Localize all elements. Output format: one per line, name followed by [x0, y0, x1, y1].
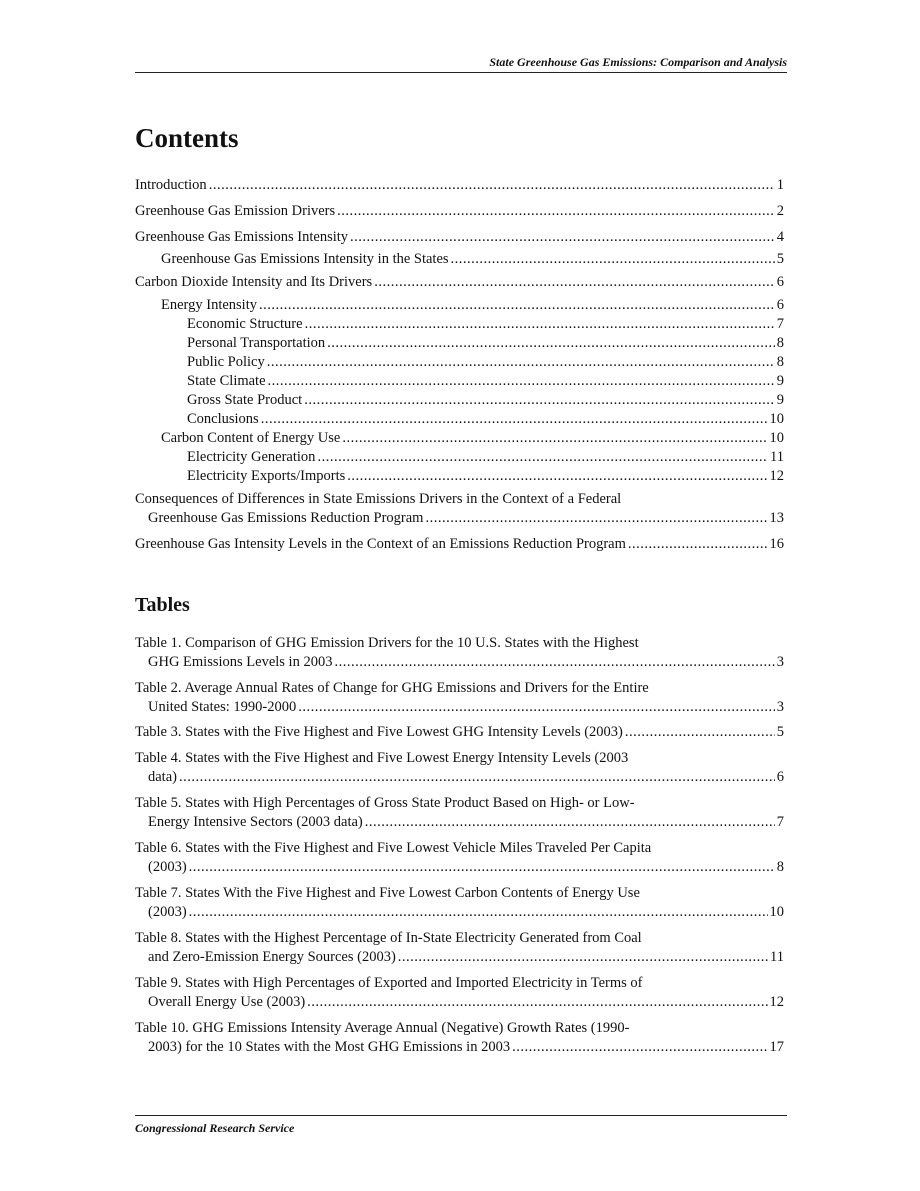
toc-entry-consequences[interactable]: Consequences of Differences in State Emissions Drivers in the Context of a Federal Greenhouse Gas Emissions Reduction Program ..... 13 [135, 490, 784, 528]
toc-entry-gross-state-product[interactable]: Gross State Product ..... 9 [187, 391, 784, 410]
toc-entry-electricity-exports-imports[interactable]: Electricity Exports/Imports ..... 12 [187, 467, 784, 486]
toc-entry-intensity-in-states[interactable]: Greenhouse Gas Emissions Intensity in the States ..... 5 [161, 250, 784, 269]
toc-entry-personal-transportation[interactable]: Personal Transportation ..... 8 [187, 334, 784, 353]
table-entry-2[interactable]: Table 2. Average Annual Rates of Change for GHG Emissions and Drivers for the Entire United States: 1990-2000 ..... 3 [135, 679, 784, 717]
toc-entry-emissions-intensity[interactable]: Greenhouse Gas Emissions Intensity ..... 4 [135, 228, 784, 247]
toc-entry-energy-intensity[interactable]: Energy Intensity ..... 6 [161, 296, 784, 315]
table-entry-8[interactable]: Table 8. States with the Highest Percentage of In-State Electricity Generated from Coal and Zero-Emission Energy Sources (2003) ..... 11 [135, 929, 784, 967]
footer-rule [135, 1115, 787, 1116]
toc-entry-introduction[interactable]: Introduction ..... 1 [135, 176, 784, 195]
toc-entry-public-policy[interactable]: Public Policy ..... 8 [187, 353, 784, 372]
toc-entry-state-climate[interactable]: State Climate ..... 9 [187, 372, 784, 391]
running-footer: Congressional Research Service [135, 1121, 295, 1135]
contents-heading: Contents [135, 123, 239, 153]
table-entry-9[interactable]: Table 9. States with High Percentages of Exported and Imported Electricity in Terms of Overall Energy Use (2003) ..... 12 [135, 974, 784, 1012]
toc-entry-conclusions[interactable]: Conclusions ..... 10 [187, 410, 784, 429]
toc-entry-economic-structure[interactable]: Economic Structure ..... 7 [187, 315, 784, 334]
table-entry-4[interactable]: Table 4. States with the Five Highest and Five Lowest Energy Intensity Levels (2003 data) ..... 6 [135, 749, 784, 787]
toc-entry-intensity-levels[interactable]: Greenhouse Gas Intensity Levels in the Context of an Emissions Reduction Program ..... 16 [135, 535, 784, 554]
table-entry-7[interactable]: Table 7. States With the Five Highest and Five Lowest Carbon Contents of Energy Use (2003) ..... 10 [135, 884, 784, 922]
tables-list [135, 634, 784, 1064]
toc-entry-electricity-generation[interactable]: Electricity Generation ..... 11 [187, 448, 784, 467]
toc-entry-emission-drivers[interactable]: Greenhouse Gas Emission Drivers ..... 2 [135, 202, 784, 221]
running-header: State Greenhouse Gas Emissions: Comparison and Analysis [489, 55, 787, 69]
table-entry-6[interactable]: Table 6. States with the Five Highest and Five Lowest Vehicle Miles Traveled Per Capita (2003) ..... 8 [135, 839, 784, 877]
toc-entry-carbon-content[interactable]: Carbon Content of Energy Use ..... 10 [161, 429, 784, 448]
table-entry-3[interactable]: Table 3. States with the Five Highest and Five Lowest GHG Intensity Levels (2003) ..... 5 [135, 723, 784, 742]
table-entry-1[interactable]: Table 1. Comparison of GHG Emission Drivers for the 10 U.S. States with the Highest GHG Emissions Levels in 2003 ..... 3 [135, 634, 784, 672]
tables-heading: Tables [135, 594, 190, 616]
table-entry-5[interactable]: Table 5. States with High Percentages of Gross State Product Based on High- or Low- Energy Intensive Sectors (2003 data) ..... 7 [135, 794, 784, 832]
contents-list [135, 176, 784, 566]
toc-entry-co2-intensity[interactable]: Carbon Dioxide Intensity and Its Drivers ..... 6 [135, 273, 784, 292]
table-entry-10[interactable]: Table 10. GHG Emissions Intensity Average Annual (Negative) Growth Rates (1990- 2003) for the 10 States with the Most GHG Emissions in 2003 ..... 17 [135, 1019, 784, 1057]
header-rule [135, 72, 787, 73]
